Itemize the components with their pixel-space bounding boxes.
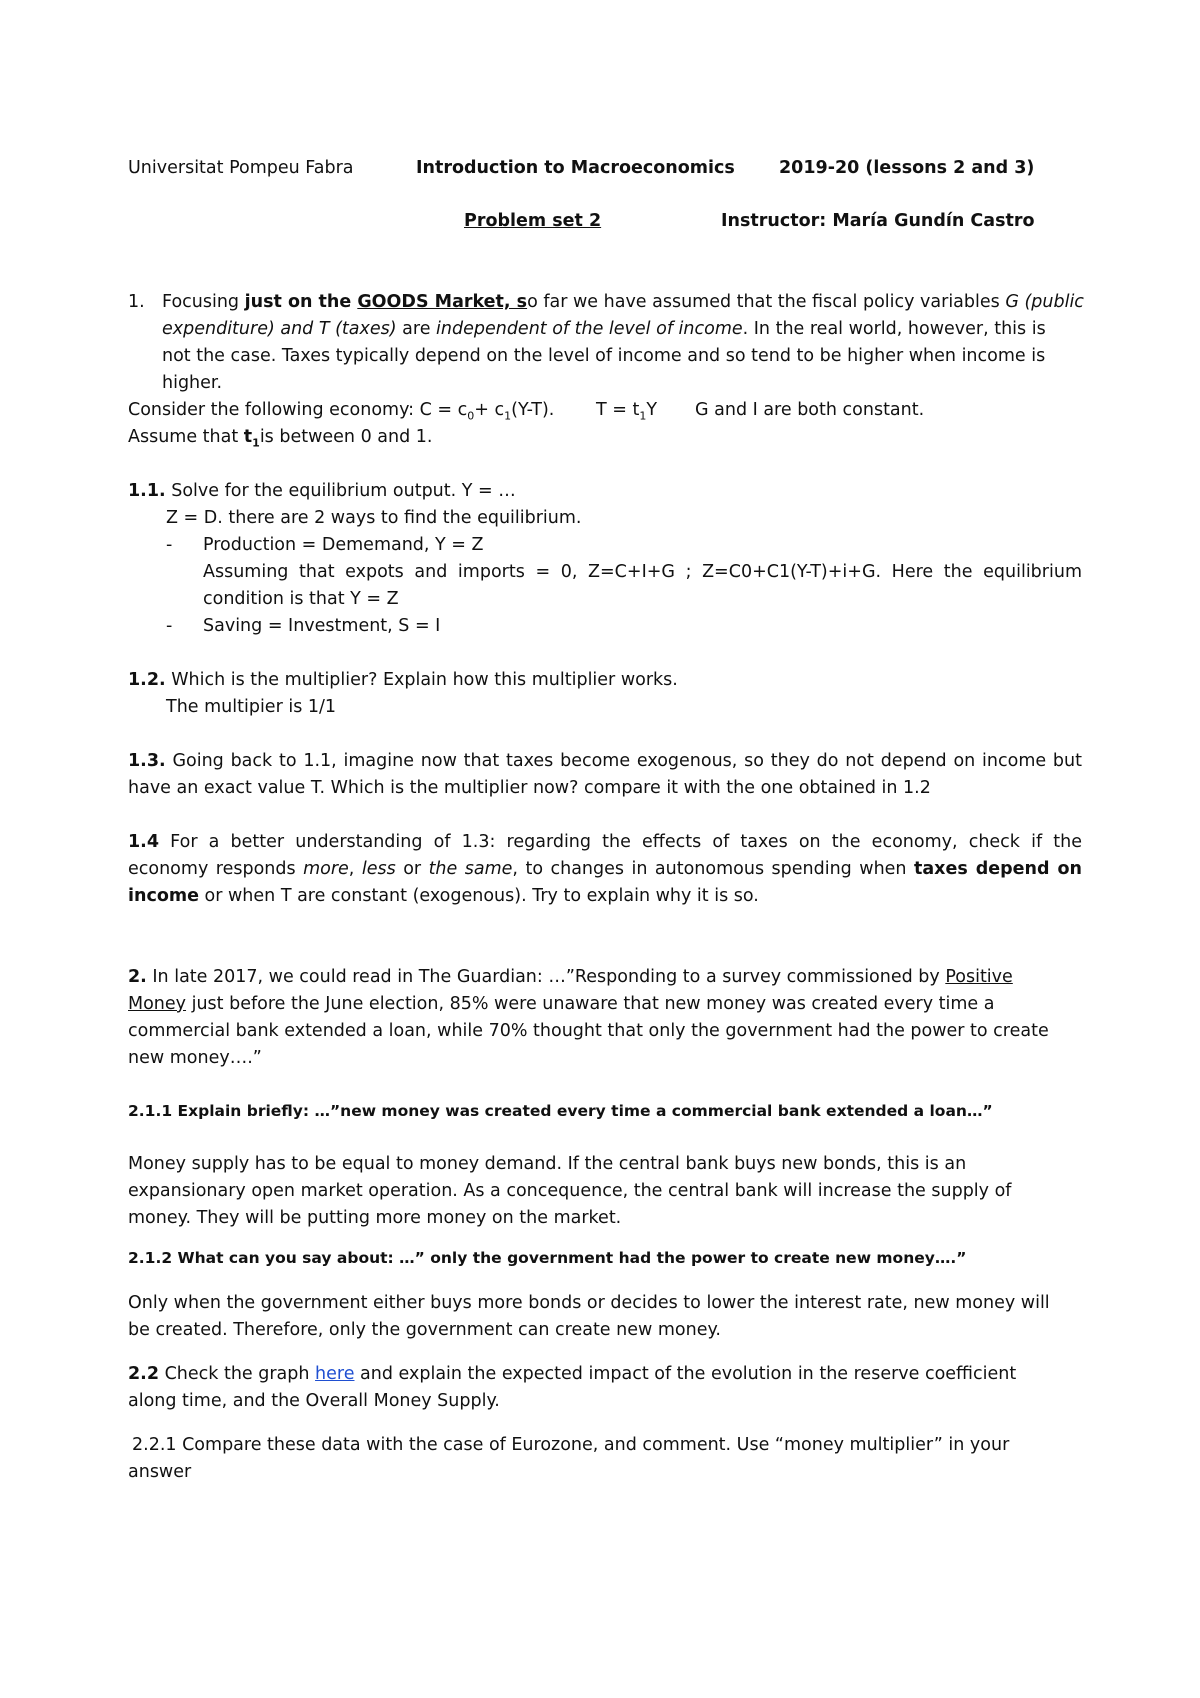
q1-line-4: higher. — [162, 373, 223, 393]
q2-1-2-answer-1: Only when the government either buys more bonds or decides to lower the interest rate, new money will — [128, 1293, 1050, 1313]
q1-4-line-3: income or when T are constant (exogenous). Try to explain why it is so. — [128, 886, 759, 906]
q2-line-1: 2. In late 2017, we could read in The Guardian: …”Responding to a survey commissioned by Positive — [128, 967, 1013, 987]
q1-line-1: Focusing just on the GOODS Market, so far we have assumed that the fiscal policy variables G (public — [162, 292, 1084, 312]
instructor-name: Instructor: María Gundín Castro — [721, 211, 1035, 231]
q1-2-answer: The multipier is 1/1 — [166, 697, 337, 717]
q2-line-4: new money….” — [128, 1048, 262, 1068]
assumption: Assume that $t_1is$ between 0 and 1. — [128, 427, 433, 450]
q1-number: 1. — [128, 292, 145, 312]
q2-2-1-line-1: 2.2.1 Compare these data with the case of Eurozone, and comment. Use “money multiplier” in your — [132, 1435, 1010, 1455]
problem-set-title: Problem set 2 — [464, 211, 602, 231]
university-name: Universitat Pompeu Fabra — [128, 158, 354, 178]
academic-year: 2019-20 (lessons 2 and 3) — [779, 158, 1035, 178]
q1-line-3: not the case. Taxes typically depend on the level of income and so tend to be higher when income is — [162, 346, 1046, 366]
q2-1-1-answer-3: money. They will be putting more money on the market. — [128, 1208, 622, 1228]
q1-4-line-1: 1.4 For a better understanding of 1.3: regarding the effects of taxes on the economy, check if the — [128, 832, 1082, 852]
q1-1-question: 1.1. Solve for the equilibrium output. Y = … — [128, 481, 516, 501]
course-title: Introduction to Macroeconomics — [416, 158, 735, 178]
q2-line-3: commercial bank extended a loan, while 70% thought that only the government had the power to create — [128, 1021, 1049, 1041]
tax-function: $T = t_1Y$ — [596, 400, 658, 423]
constants-note: G and I are both constant. — [695, 400, 925, 420]
positive-money-link[interactable]: Positive — [945, 967, 1013, 987]
q2-2-1-line-2: answer — [128, 1462, 192, 1482]
q1-3-line-1: 1.3. Going back to 1.1, imagine now that taxes become exogenous, so they do not depend on income but — [128, 751, 1082, 771]
consumption-function: Consider the following economy: $C = c_0+ c_1(Y-T)$. — [128, 400, 555, 423]
q2-1-1-answer-1: Money supply has to be equal to money demand. If the central bank buys new bonds, this is an — [128, 1154, 967, 1174]
q2-line-2: Money just before the June election, 85% were unaware that new money was created every time a — [128, 994, 995, 1014]
q1-1-answer-1: Z = D. there are 2 ways to find the equilibrium. — [166, 508, 582, 528]
q2-1-1-heading: 2.1.1 Explain briefly: …”new money was created every time a commercial bank extended a loan…” — [128, 1102, 993, 1120]
q2-1-2-heading: 2.1.2 What can you say about: …” only the government had the power to create new money….” — [128, 1249, 967, 1267]
q2-2-line-2: along time, and the Overall Money Supply. — [128, 1391, 500, 1411]
q1-1-answer-4: condition is that Y = Z — [203, 589, 399, 609]
bullet-dash: - — [166, 616, 173, 636]
q1-line-2: expenditure) and T (taxes) are independent of the level of income. In the real world, however, this is — [162, 319, 1046, 339]
q1-2-question: 1.2. Which is the multiplier? Explain how this multiplier works. — [128, 670, 678, 690]
q1-1-answer-5: Saving = Investment, S = I — [203, 616, 441, 636]
q2-1-1-answer-2: expansionary open market operation. As a concequence, the central bank will increase the supply of — [128, 1181, 1012, 1201]
q2-2-line-1: 2.2 Check the graph here and explain the expected impact of the evolution in the reserve coefficient — [128, 1364, 1017, 1384]
q1-4-line-2: economy responds more, less or the same, to changes in autonomous spending when taxes depend on — [128, 859, 1083, 879]
q2-1-2-answer-2: be created. Therefore, only the government can create new money. — [128, 1320, 721, 1340]
bullet-dash: - — [166, 535, 173, 555]
positive-money-link[interactable]: Money — [128, 994, 187, 1014]
q1-1-answer-3: Assuming that expots and imports = 0, Z=C+I+G ; Z=C0+C1(Y-T)+i+G. Here the equilibrium — [203, 562, 1082, 582]
q1-3-line-2: have an exact value T. Which is the multiplier now? compare it with the one obtained in 1.2 — [128, 778, 931, 798]
graph-link[interactable]: here — [315, 1364, 355, 1384]
q1-1-answer-2: Production = Dememand, Y = Z — [203, 535, 484, 555]
